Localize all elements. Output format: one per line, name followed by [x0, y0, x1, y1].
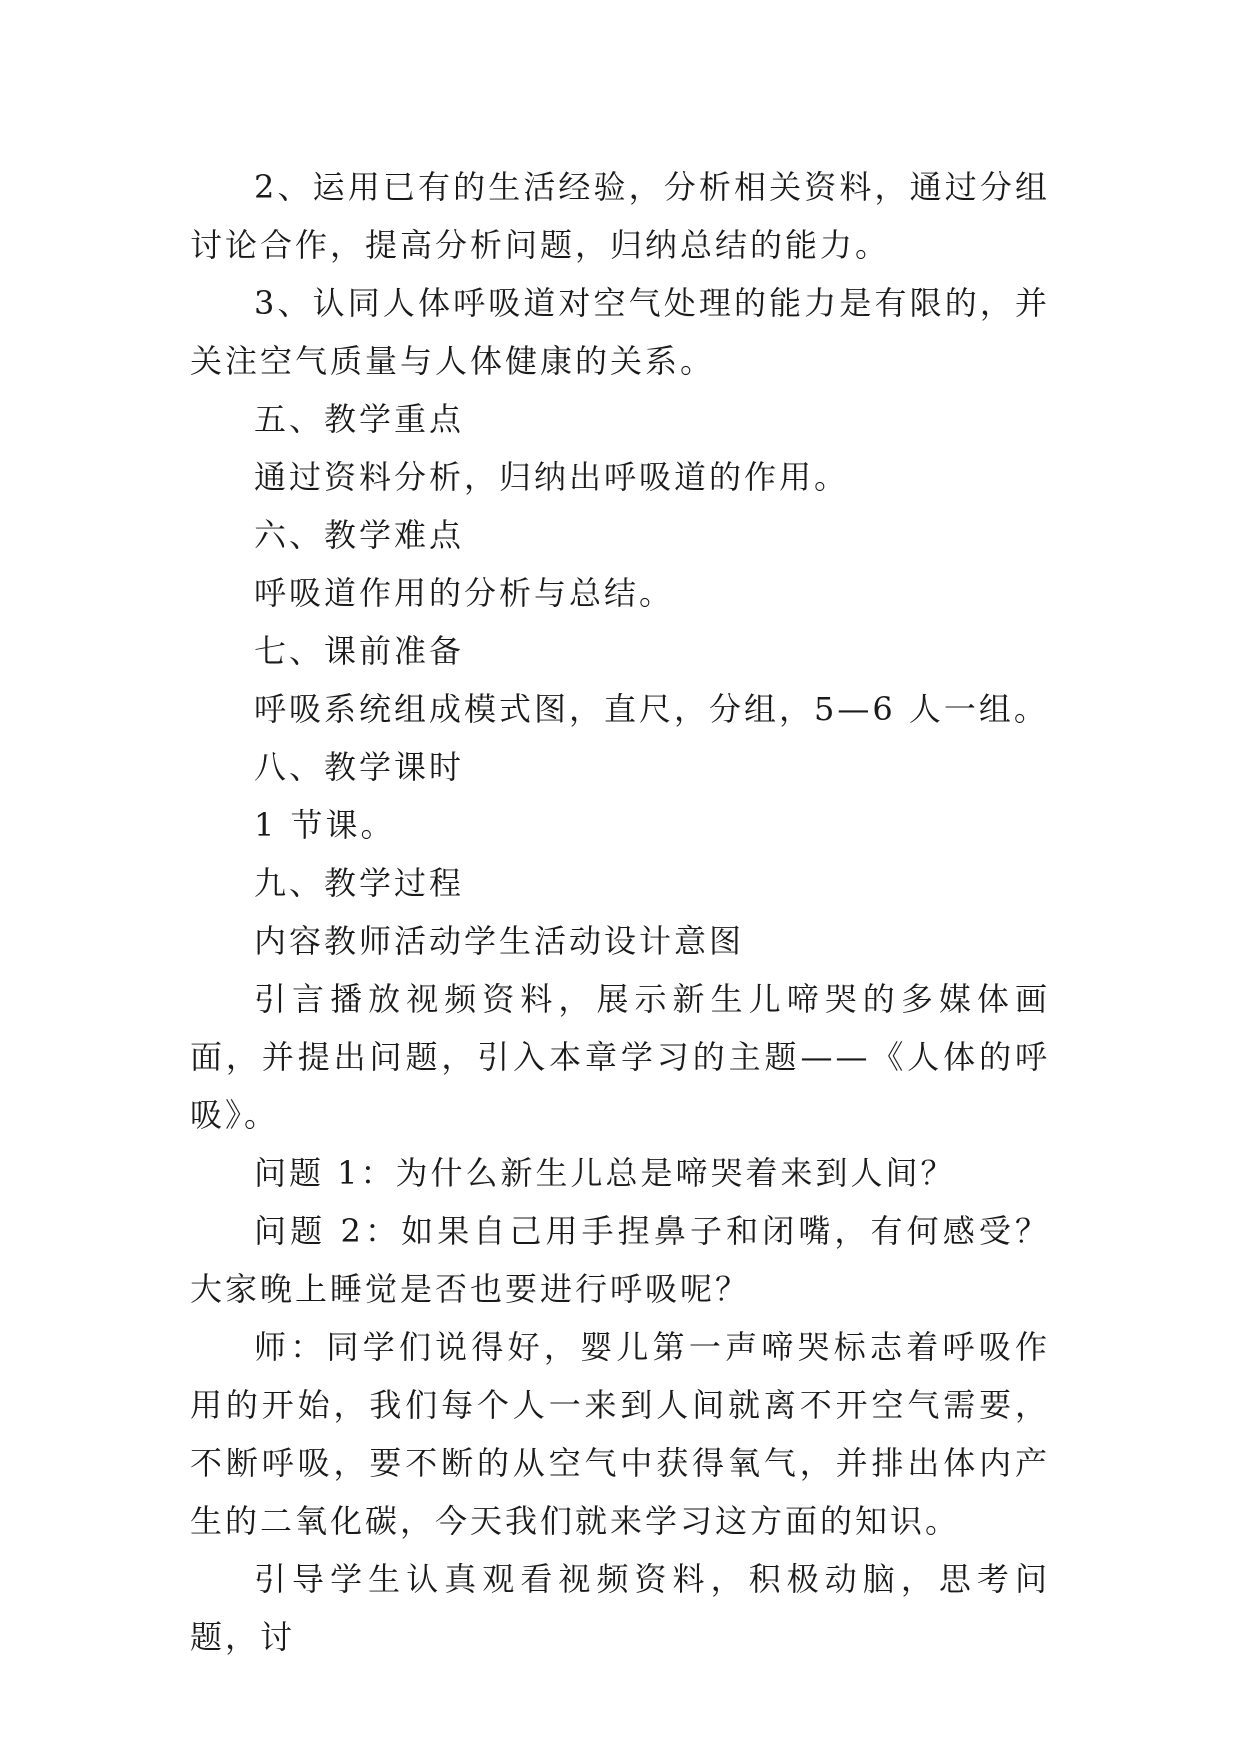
paragraph-teacher-remarks: 师：同学们说得好，婴儿第一声啼哭标志着呼吸作用的开始，我们每个人一来到人间就离不开空气需要，不断呼吸，要不断的从空气中获得氧气，并排出体内产生的二氧化碳，今天我们就来学习这方面的知识。: [190, 1328, 1050, 1540]
paragraph-class-hours: 1 节课。: [254, 806, 396, 844]
paragraph-teaching-difficulty: 呼吸道作用的分析与总结。: [254, 574, 675, 612]
paragraph-introduction: 引言播放视频资料，展示新生儿啼哭的多媒体画面，并提出问题，引入本章学习的主题——《人体的呼吸》。: [190, 980, 1050, 1134]
heading-teaching-process: 九、教学过程: [254, 864, 465, 902]
paragraph-objective-2: 2、运用已有的生活经验，分析相关资料，通过分组讨论合作，提高分析问题，归纳总结的能力。: [190, 168, 1050, 264]
paragraph-preparation: 呼吸系统组成模式图，直尺，分组，5—6 人一组。: [254, 690, 1049, 728]
paragraph-question-1: 问题 1：为什么新生儿总是啼哭着来到人间？: [254, 1154, 956, 1192]
heading-teaching-difficulty: 六、教学难点: [254, 516, 465, 554]
paragraph-objective-3: 3、认同人体呼吸道对空气处理的能力是有限的，并关注空气质量与人体健康的关系。: [190, 284, 1050, 380]
heading-class-hours: 八、教学课时: [254, 748, 465, 786]
heading-preparation: 七、课前准备: [254, 632, 465, 670]
paragraph-teaching-focus: 通过资料分析，归纳出呼吸道的作用。: [254, 458, 850, 496]
document-body: [190, 158, 1050, 1666]
paragraph-guidance: 引导学生认真观看视频资料，积极动脑，思考问题，讨: [190, 1560, 1050, 1656]
paragraph-question-2: 问题 2：如果自己用手捏鼻子和闭嘴，有何感受？大家晚上睡觉是否也要进行呼吸呢？: [190, 1212, 1050, 1308]
heading-teaching-focus: 五、教学重点: [254, 400, 465, 438]
paragraph-process-columns: 内容教师活动学生活动设计意图: [254, 922, 745, 960]
